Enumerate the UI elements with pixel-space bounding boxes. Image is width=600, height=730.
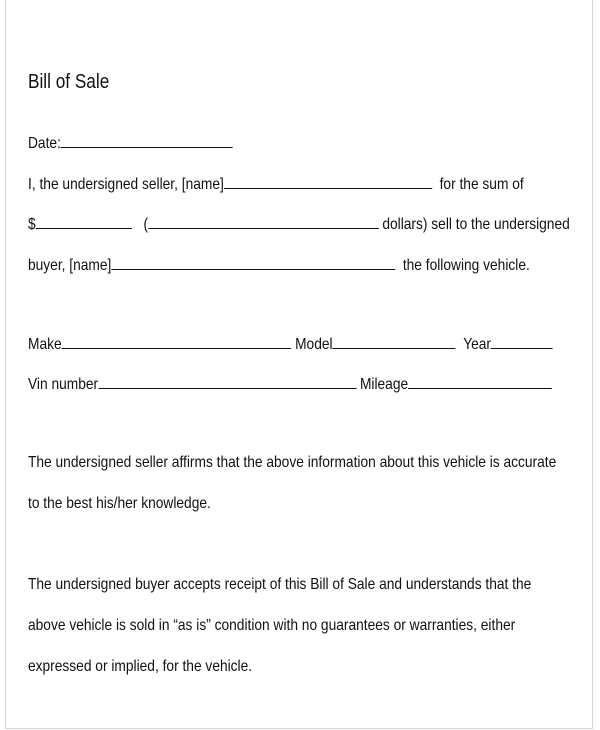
vin-blank[interactable] <box>98 373 356 389</box>
seller-label: I, the undersigned seller, [name] <box>28 176 224 193</box>
make-blank[interactable] <box>62 333 292 349</box>
dollar-sign: $ <box>28 216 36 233</box>
buyer-line <box>28 254 530 276</box>
date-label: Date: <box>28 135 61 152</box>
sum-label: for the sum of <box>439 176 524 193</box>
make-label: Make <box>28 336 62 353</box>
date-line <box>28 132 233 154</box>
model-blank[interactable] <box>333 333 456 349</box>
vin-label: Vin number <box>28 376 99 393</box>
year-label: Year <box>463 336 492 353</box>
vehicle-label: the following vehicle. <box>402 257 530 274</box>
buyer-acceptance-paragraph: The undersigned buyer accepts receipt of this Bill of Sale and understands that the above vehicle is sold in “as is” condition with no guarantees or warranties, either expressed or implied, for the vehicle. <box>28 576 532 675</box>
paren-open: ( <box>143 216 149 233</box>
dollars-label: dollars) sell to the undersigned <box>382 216 570 233</box>
price-amount-blank[interactable] <box>36 213 132 229</box>
vin-mileage-line <box>28 373 552 395</box>
mileage-label: Mileage <box>359 376 409 393</box>
make-model-year-line <box>28 333 553 355</box>
price-line <box>28 213 570 235</box>
document-title: Bill of Sale <box>28 71 110 93</box>
buyer-name-blank[interactable] <box>111 254 395 270</box>
date-blank[interactable] <box>61 132 233 148</box>
seller-name-blank[interactable] <box>224 173 432 189</box>
price-words-blank[interactable] <box>148 213 378 229</box>
year-blank[interactable] <box>491 333 553 349</box>
model-label: Model <box>295 336 333 353</box>
seller-affirmation-paragraph: The undersigned seller affirms that the above information about this vehicle is accurate to the best his/her knowledge. <box>28 454 557 512</box>
buyer-label: buyer, [name] <box>28 257 112 274</box>
mileage-blank[interactable] <box>408 373 552 389</box>
seller-line <box>28 173 524 195</box>
